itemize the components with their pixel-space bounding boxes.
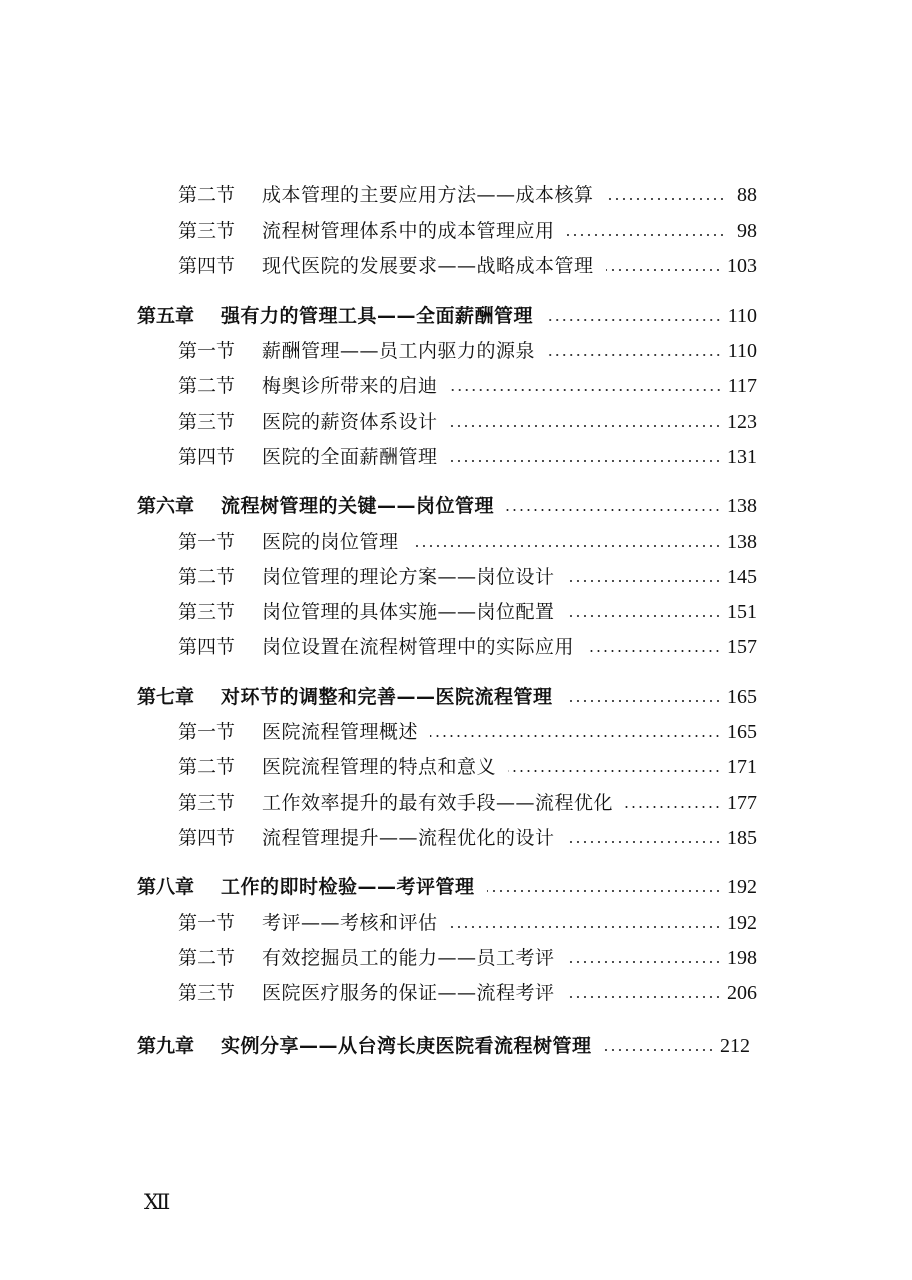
- dot-leader: [604, 1049, 714, 1051]
- dot-leader: [567, 615, 721, 617]
- entry-page-number: 157: [727, 636, 757, 658]
- entry-label: 第四节: [178, 827, 236, 849]
- entry-label: 第四节: [178, 446, 236, 468]
- toc-entry: [178, 180, 757, 210]
- chapter-page-number: 212: [720, 1035, 750, 1057]
- entry-title: 医院流程管理概述: [262, 721, 419, 743]
- chapter-page-number: 165: [727, 686, 757, 708]
- entry-page-number: 151: [727, 601, 757, 623]
- toc-chapter-entry: [137, 682, 757, 712]
- toc-entry: [178, 527, 757, 557]
- dot-leader: [508, 770, 721, 772]
- dot-leader: [606, 198, 725, 200]
- chapter-title: 实例分享——从台湾长庚医院看流程树管理: [221, 1035, 592, 1057]
- entry-title: 医院流程管理的特点和意义: [262, 756, 497, 778]
- dot-leader: [567, 841, 721, 843]
- dot-leader: [450, 460, 721, 462]
- entry-label: 第一节: [178, 340, 236, 362]
- chapter-page-number: 110: [727, 305, 757, 327]
- entry-page-number: 198: [727, 947, 757, 969]
- toc-entry: [178, 943, 757, 973]
- entry-title: 医院医疗服务的保证——流程考评: [262, 982, 555, 1004]
- entry-label: 第三节: [178, 601, 236, 623]
- toc-entry: [178, 407, 757, 437]
- toc-entry: [178, 978, 757, 1008]
- entry-title: 医院的薪资体系设计: [262, 411, 438, 433]
- entry-label: 第三节: [178, 411, 236, 433]
- entry-page-number: 131: [727, 446, 757, 468]
- toc-entry: [178, 908, 757, 938]
- dot-leader: [450, 425, 721, 427]
- toc-entry: [178, 752, 757, 782]
- dot-leader: [506, 509, 721, 511]
- entry-label: 第二节: [178, 947, 236, 969]
- toc-chapter-entry: [137, 301, 757, 331]
- toc-chapter-entry: [137, 491, 757, 521]
- entry-page-number: 206: [727, 982, 757, 1004]
- dot-leader: [430, 735, 721, 737]
- entry-title: 梅奥诊所带来的启迪: [262, 375, 438, 397]
- entry-label: 第四节: [178, 636, 236, 658]
- entry-label: 第二节: [178, 375, 236, 397]
- entry-label: 第二节: [178, 566, 236, 588]
- entry-title: 岗位管理的理论方案——岗位设计: [262, 566, 555, 588]
- chapter-title: 工作的即时检验——考评管理: [221, 876, 475, 898]
- chapter-label: 第五章: [137, 305, 195, 327]
- entry-page-number: 123: [727, 411, 757, 433]
- dot-leader: [625, 806, 721, 808]
- dot-leader: [547, 354, 722, 356]
- chapter-title: 流程树管理的关键——岗位管理: [221, 495, 495, 517]
- dot-leader: [565, 700, 721, 702]
- toc-chapter-entry: [137, 872, 757, 902]
- toc-entry: [178, 336, 757, 366]
- toc-entry: [178, 216, 757, 246]
- dot-leader: [586, 650, 721, 652]
- entry-title: 流程管理提升——流程优化的设计: [262, 827, 555, 849]
- dot-leader: [567, 580, 721, 582]
- entry-title: 考评——考核和评估: [262, 912, 438, 934]
- dot-leader: [411, 545, 721, 547]
- entry-page-number: 185: [727, 827, 757, 849]
- entry-page-number: 138: [727, 531, 757, 553]
- entry-page-number: 103: [727, 255, 757, 277]
- entry-label: 第三节: [178, 982, 236, 1004]
- dot-leader: [567, 996, 721, 998]
- entry-title: 工作效率提升的最有效手段——流程优化: [262, 792, 614, 814]
- entry-page-number: 110: [727, 340, 757, 362]
- toc-entry: [178, 562, 757, 592]
- entry-label: 第二节: [178, 184, 236, 206]
- entry-label: 第一节: [178, 531, 236, 553]
- toc-entry: [178, 597, 757, 627]
- toc-entry: [178, 717, 757, 747]
- chapter-label: 第六章: [137, 495, 195, 517]
- dot-leader: [606, 269, 721, 271]
- entry-page-number: 177: [727, 792, 757, 814]
- entry-title: 成本管理的主要应用方法——成本核算: [262, 184, 594, 206]
- entry-label: 第一节: [178, 912, 236, 934]
- chapter-title: 对环节的调整和完善——医院流程管理: [221, 686, 553, 708]
- page-folio: Ⅻ: [144, 1190, 170, 1214]
- dot-leader: [450, 926, 721, 928]
- chapter-label: 第七章: [137, 686, 195, 708]
- toc-entry: [178, 632, 757, 662]
- entry-title: 有效挖掘员工的能力——员工考评: [262, 947, 555, 969]
- dot-leader: [567, 961, 721, 963]
- dot-leader: [450, 389, 722, 391]
- toc-entry: [178, 371, 757, 401]
- chapter-label: 第九章: [137, 1035, 195, 1057]
- entry-title: 岗位设置在流程树管理中的实际应用: [262, 636, 575, 658]
- entry-page-number: 192: [727, 912, 757, 934]
- entry-title: 医院的全面薪酬管理: [262, 446, 438, 468]
- dot-leader: [545, 319, 722, 321]
- entry-page-number: 88: [737, 184, 757, 206]
- entry-title: 岗位管理的具体实施——岗位配置: [262, 601, 555, 623]
- toc-entry: [178, 823, 757, 853]
- entry-page-number: 171: [727, 756, 757, 778]
- entry-label: 第三节: [178, 220, 236, 242]
- toc-entry: [178, 788, 757, 818]
- dot-leader: [487, 890, 721, 892]
- toc-entry: [178, 442, 757, 472]
- entry-label: 第四节: [178, 255, 236, 277]
- toc-chapter-entry: [137, 1031, 750, 1061]
- entry-title: 现代医院的发展要求——战略成本管理: [262, 255, 594, 277]
- entry-page-number: 117: [727, 375, 757, 397]
- chapter-page-number: 138: [727, 495, 757, 517]
- dot-leader: [567, 234, 725, 236]
- entry-label: 第三节: [178, 792, 236, 814]
- chapter-label: 第八章: [137, 876, 195, 898]
- toc-entry: [178, 251, 757, 281]
- entry-title: 流程树管理体系中的成本管理应用: [262, 220, 555, 242]
- entry-label: 第一节: [178, 721, 236, 743]
- entry-title: 薪酬管理——员工内驱力的源泉: [262, 340, 536, 362]
- entry-page-number: 165: [727, 721, 757, 743]
- entry-page-number: 98: [737, 220, 757, 242]
- entry-title: 医院的岗位管理: [262, 531, 399, 553]
- entry-page-number: 145: [727, 566, 757, 588]
- chapter-page-number: 192: [727, 876, 757, 898]
- entry-label: 第二节: [178, 756, 236, 778]
- chapter-title: 强有力的管理工具——全面薪酬管理: [221, 305, 534, 327]
